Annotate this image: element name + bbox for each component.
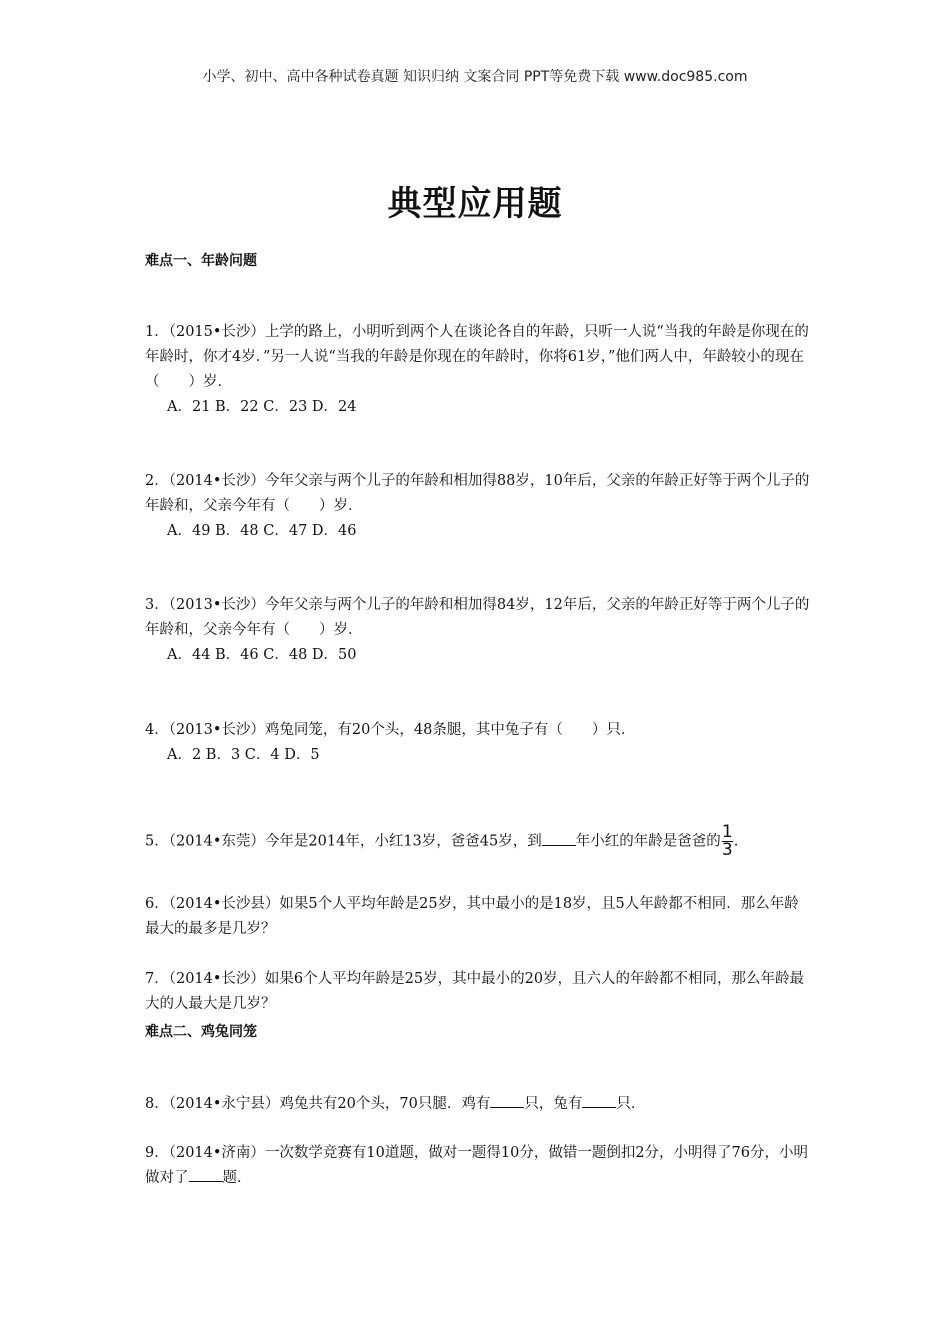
question-3 xyxy=(145,593,810,668)
question-6-text: 6．（2014•长沙县）如果5个人平均年龄是25岁，其中最小的是18岁，且5人年龄都不相同．那么年龄最大的最多是几岁？ xyxy=(145,896,799,937)
question-3-options: A．44 B．46 C．48 D．50 xyxy=(167,647,357,663)
question-9 xyxy=(145,1141,810,1191)
question-1 xyxy=(145,320,810,420)
question-8-text-start: 8．（2014•永宁县）鸡兔共有20个头，70只腿．鸡有 xyxy=(145,1096,491,1112)
question-4-options: A．2 B．3 C．4 D．5 xyxy=(167,747,320,763)
question-4 xyxy=(145,718,810,768)
question-6 xyxy=(145,892,810,942)
question-2-options: A．49 B．48 C．47 D．46 xyxy=(167,523,357,539)
fraction-denominator: 3 xyxy=(721,840,733,860)
question-5 xyxy=(145,824,810,859)
question-8-text-end: 只． xyxy=(616,1096,646,1112)
section-heading-age: 难点一、年龄问题 xyxy=(145,253,257,269)
question-1-text: 1．（2015•长沙）上学的路上，小明听到两个人在谈论各自的年龄，只听一人说“当我的年龄是你现在的年龄时，你才4岁．”另一人说“当我的年龄是你现在的年龄时，你将61岁，”他们两人中，年龄较小的现在（ ）岁． xyxy=(145,324,809,390)
fraction-one-third xyxy=(722,824,733,859)
question-4-text: 4．（2013•长沙）鸡兔同笼，有20个头，48条腿，其中兔子有（ ）只． xyxy=(145,722,636,738)
question-8-text-middle: 只，兔有 xyxy=(524,1096,583,1112)
question-7 xyxy=(145,967,810,1017)
question-3-text: 3．（2013•长沙）今年父亲与两个儿子的年龄和相加得84岁，12年后，父亲的年龄正好等于两个儿子的年龄和，父亲今年有（ ）岁． xyxy=(145,597,810,638)
question-1-options: A．21 B．22 C．23 D．24 xyxy=(167,399,357,415)
question-5-text-end: . xyxy=(733,833,739,850)
answer-blank xyxy=(189,1167,223,1182)
question-5-text-start: 5．（2014•东莞）今年是2014年，小红13岁，爸爸45岁，到 xyxy=(145,833,542,850)
question-2 xyxy=(145,469,810,544)
question-9-text-start: 9．（2014•济南）一次数学竞赛有10道题，做对一题得10分，做错一题倒扣2分，小明得了76分，小明做对了 xyxy=(145,1145,809,1186)
question-8 xyxy=(145,1092,810,1117)
answer-blank xyxy=(542,831,576,846)
question-7-text: 7．（2014•长沙）如果6个人平均年龄是25岁，其中最小的20岁，且六人的年龄都不相同，那么年龄最大的人最大是几岁？ xyxy=(145,971,805,1012)
question-9-text-end: 题． xyxy=(222,1170,252,1186)
fraction-numerator: 1 xyxy=(721,822,733,842)
answer-blank xyxy=(582,1093,616,1108)
section-heading-chicken-rabbit: 难点二、鸡兔同笼 xyxy=(145,1024,257,1040)
page-title: 典型应用题 xyxy=(387,184,563,224)
question-2-text: 2．（2014•长沙）今年父亲与两个儿子的年龄和相加得88岁，10年后，父亲的年龄正好等于两个儿子的年龄和，父亲今年有（ ）岁． xyxy=(145,473,810,514)
answer-blank xyxy=(490,1093,524,1108)
page-header: 小学、初中、高中各种试卷真题 知识归纳 文案合同 PPT等免费下载 www.doc985.com xyxy=(202,69,748,85)
question-5-text-middle: 年小红的年龄是爸爸的 xyxy=(575,833,721,850)
